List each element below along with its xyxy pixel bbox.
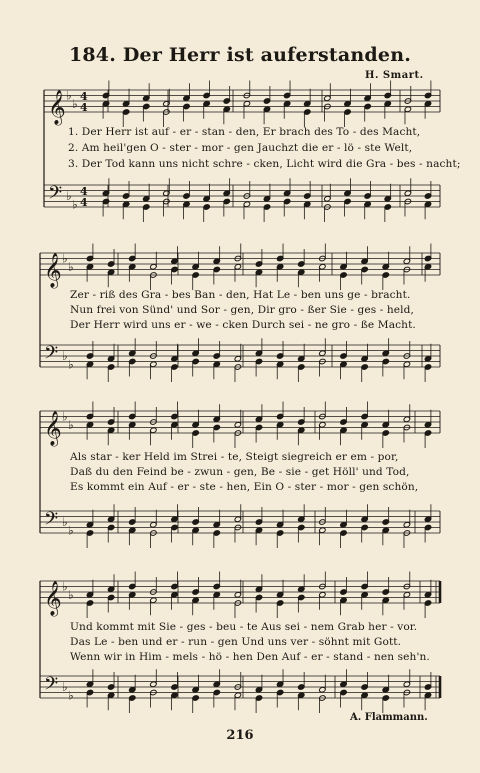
treble-clef-icon: 𝄞	[48, 90, 66, 125]
time-signature: 4	[80, 90, 88, 103]
page-number: 216	[226, 728, 254, 743]
lyric-line: 3. Der Tod kann uns nicht schre - cken, Licht wird die Gra - bes - nacht;	[68, 158, 461, 170]
lyric-line: Das Le - ben und er - run - gen Und uns ver - söhnt mit Gott.	[70, 636, 402, 648]
hymn-title: 184. Der Herr ist auferstanden.	[68, 44, 412, 66]
note-heads	[86, 81, 431, 714]
flat-icon: ♭	[62, 680, 68, 694]
lyric-line: Daß du den Feind be - zwun - gen, Be - sie - get Höll' und Tod,	[70, 466, 410, 478]
time-signature: 4	[80, 196, 88, 209]
lyric-line: Und kommt mit Sie - ges - beu - te Aus sei - nem Grab her - vor.	[70, 621, 418, 633]
flat-icon: ♭	[62, 349, 68, 363]
bass-clef-icon: 𝄢	[44, 509, 59, 534]
flat-icon: ♭	[68, 587, 74, 602]
time-signature: 4	[80, 101, 88, 114]
arranger-credit: A. Flammann.	[350, 712, 428, 723]
treble-clef-icon: 𝄞	[44, 253, 62, 288]
clefs-and-signatures	[44, 89, 88, 703]
staff-lines	[40, 90, 461, 698]
lyric-line: Es kommt ein Auf - er - ste - hen, Ein O - ster - mor - gen schön,	[70, 481, 419, 493]
lyric-line: Der Herr wird uns er - we - cken Durch sei - ne gro - ße Macht.	[70, 319, 416, 331]
lyric-line: 1. Der Herr ist auf - er - stan - den, Er brach des To - des Macht,	[68, 126, 421, 138]
composer-credit: H. Smart.	[365, 70, 424, 81]
flat-icon: ♭	[68, 259, 74, 274]
treble-clef-icon: 𝄞	[44, 411, 62, 446]
lyric-line: Zer - riß des Gra - bes Ban - den, Hat Le - ben uns ge - bracht.	[70, 289, 411, 301]
flat-icon: ♭	[66, 189, 72, 203]
flat-icon: ♭	[68, 523, 74, 538]
time-signature: 4	[80, 185, 88, 198]
flat-icon: ♭	[68, 688, 74, 703]
lyric-line: Als star - ker Held im Strei - te, Steigt siegreich er em - por,	[70, 451, 399, 463]
lyric-line: Nun frei von Sünd' und Sor - gen, Dir gro - ßer Sie - ges - held,	[70, 304, 415, 316]
bass-clef-icon: 𝄢	[44, 674, 59, 699]
flat-icon: ♭	[68, 417, 74, 432]
flat-icon: ♭	[66, 88, 72, 103]
treble-clef-icon: 𝄞	[44, 581, 62, 616]
flat-icon: ♭	[72, 96, 78, 111]
lyric-line: Wenn wir in Him - mels - hö - hen Den Auf - er - stand - nen seh'n.	[70, 651, 430, 663]
bass-clef-icon: 𝄢	[44, 343, 59, 368]
lyric-line: 2. Am heil'gen O - ster - mor - gen Jauchzt die er - lö - ste Welt,	[68, 142, 413, 154]
bass-clef-icon: 𝄢	[48, 183, 63, 208]
flat-icon: ♭	[72, 197, 78, 212]
flat-icon: ♭	[62, 409, 68, 424]
flat-icon: ♭	[62, 251, 68, 266]
flat-icon: ♭	[62, 579, 68, 594]
flat-icon: ♭	[68, 357, 74, 372]
flat-icon: ♭	[62, 515, 68, 529]
